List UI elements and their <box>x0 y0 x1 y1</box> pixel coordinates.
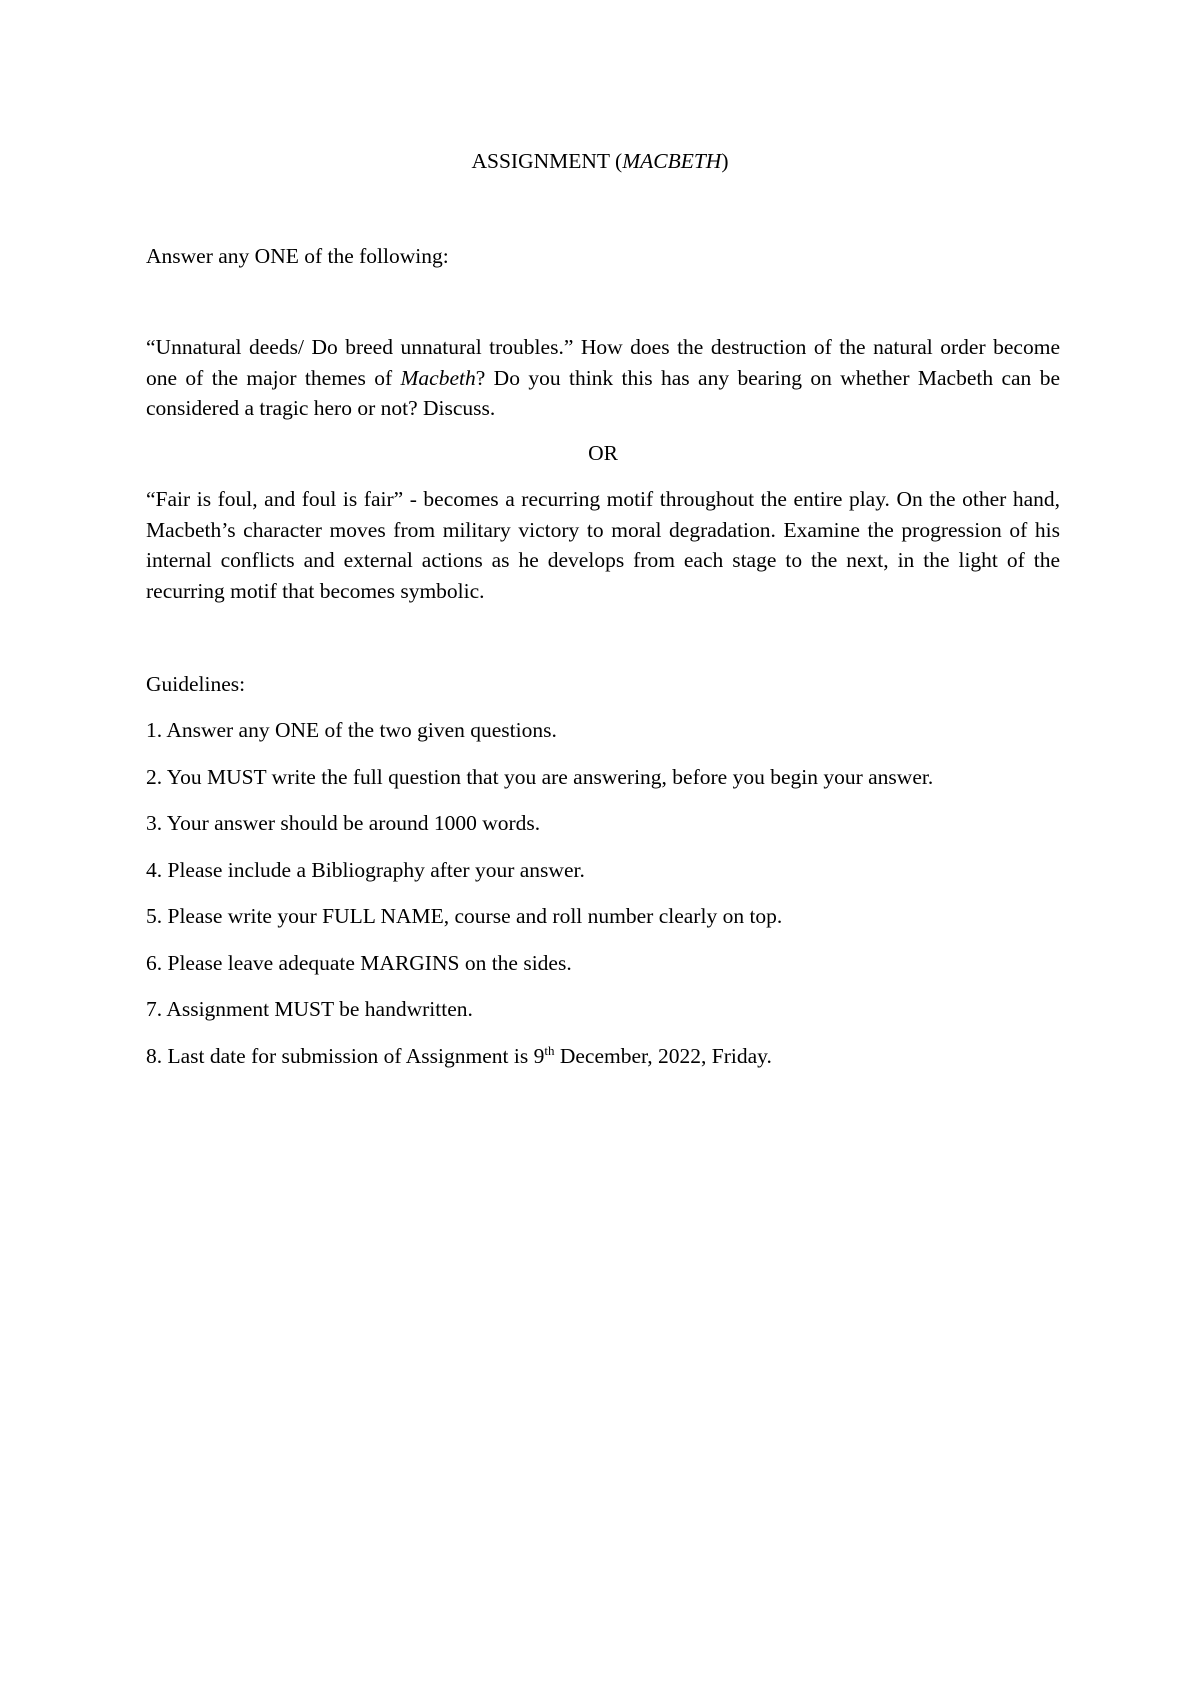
title-suffix: ) <box>721 149 729 173</box>
question-1 <box>146 332 1060 424</box>
document-title <box>0 146 1200 176</box>
guideline-item-deadline <box>146 1041 933 1088</box>
instruction-text: Answer any ONE of the following: <box>146 244 449 268</box>
question-1-part-2: ? Do you think this has any bearing on whether Macbeth can be considered a tragic hero or not? Discuss. <box>146 365 1060 420</box>
deadline-text-before: 8. Last date for submission of Assignment is 9 <box>146 1043 545 1068</box>
title-play-name: MACBETH <box>622 149 722 173</box>
deadline-ordinal-suffix: th <box>544 1042 555 1058</box>
guideline-item: 2. You MUST write the full question that you are answering, before you begin your answer. <box>146 764 934 789</box>
question-1-play-name: Macbeth <box>400 365 476 390</box>
question-2: “Fair is foul, and foul is fair” - becomes a recurring motif throughout the entire play. On the other hand, Macbeth’s character moves from military victory to moral degradation. Examine the progression of his internal conflicts and external actions as he develops from each stage to the next, in the light of the recurring motif that becomes symbolic. <box>146 487 1060 603</box>
guidelines-heading: Guidelines: <box>146 672 246 696</box>
guideline-item: 1. Answer any ONE of the two given questions. <box>146 718 557 742</box>
guideline-item: 6. Please leave adequate MARGINS on the sides. <box>146 950 572 975</box>
or-separator: OR <box>588 441 618 465</box>
deadline-text-after: December, 2022, Friday. <box>554 1043 772 1068</box>
guideline-item: 3. Your answer should be around 1000 words. <box>146 811 541 835</box>
question-1-part-1: “Unnatural deeds/ Do breed unnatural troubles.” How does the destruction of the natural order become one of the major themes of <box>146 335 1060 390</box>
guideline-item: 4. Please include a Bibliography after your answer. <box>146 857 585 882</box>
guidelines-list <box>146 715 933 1087</box>
guideline-item: 7. Assignment MUST be handwritten. <box>146 997 473 1021</box>
title-prefix: ASSIGNMENT ( <box>471 149 623 173</box>
guideline-item: 5. Please write your FULL NAME, course and roll number clearly on top. <box>146 904 783 928</box>
